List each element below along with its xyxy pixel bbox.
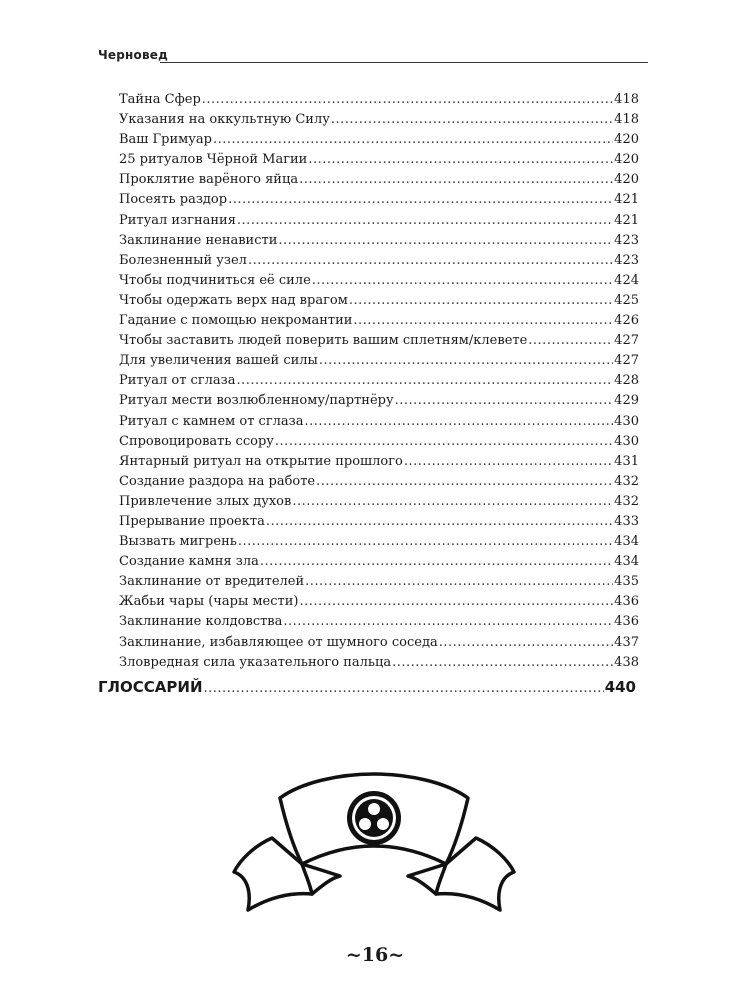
toc-entry[interactable] xyxy=(119,572,639,592)
toc-entry-title: Ритуал мести возлюбленному/партнёру xyxy=(119,393,394,409)
toc-entry[interactable] xyxy=(119,251,639,271)
leader-dots xyxy=(283,612,613,632)
toc-entry-page: 428 xyxy=(614,373,639,389)
leader-dots xyxy=(238,532,613,552)
toc-entry-title: Ваш Гримуар xyxy=(119,132,212,148)
toc-entry-page: 423 xyxy=(614,252,639,268)
toc-entry-title: Болезненный узел xyxy=(119,252,247,268)
toc-entry-page: 436 xyxy=(614,614,639,630)
toc-entry-title: Чтобы заставить людей поверить вашим сплетням/клевете xyxy=(119,333,528,349)
leader-dots xyxy=(308,150,613,170)
toc-entry-title: Чтобы подчиниться её силе xyxy=(119,272,311,288)
toc-entry-title: Привлечение злых духов xyxy=(119,493,292,509)
running-header-title: Черновед xyxy=(98,48,168,62)
toc-entry[interactable] xyxy=(119,472,639,492)
toc-entry-title: Янтарный ритуал на открытие прошлого xyxy=(119,453,403,469)
toc-entry-title: Прерывание проекта xyxy=(119,513,265,529)
leader-dots xyxy=(278,231,613,251)
leader-dots xyxy=(404,452,613,472)
toc-entry[interactable] xyxy=(119,452,639,472)
toc-entry[interactable] xyxy=(119,391,639,411)
leader-dots xyxy=(260,552,613,572)
leader-dots xyxy=(292,492,613,512)
toc-entry-title: Посеять раздор xyxy=(119,192,228,208)
toc-entry-title: Заклинание от вредителей xyxy=(119,574,305,590)
leader-dots xyxy=(202,90,613,110)
ribbon-emblem-icon xyxy=(232,768,516,928)
toc-entry-title: Жабьи чары (чары мести) xyxy=(119,594,299,610)
toc-entry-page: 425 xyxy=(614,292,639,308)
toc-entry-page: 418 xyxy=(614,92,639,107)
toc-entry-page: 433 xyxy=(614,513,639,529)
toc-entry[interactable] xyxy=(119,412,639,432)
leader-dots xyxy=(266,512,613,532)
toc-entry[interactable] xyxy=(119,150,639,170)
leader-dots xyxy=(312,271,613,291)
toc-entry-title: Ритуал изгнания xyxy=(119,212,236,228)
toc-entry-page: 427 xyxy=(614,333,639,349)
toc-entry-page: 421 xyxy=(614,212,639,228)
toc-entry-page: 436 xyxy=(614,594,639,610)
leader-dots xyxy=(353,311,613,331)
toc-entry-page: 420 xyxy=(614,172,639,188)
toc-entry-title: Создание камня зла xyxy=(119,554,259,570)
toc-entry-page: 437 xyxy=(614,634,639,650)
toc-entry-title: Указания на оккультную Силу xyxy=(119,112,330,128)
toc-entry[interactable] xyxy=(119,432,639,452)
leader-dots xyxy=(305,412,614,432)
leader-dots xyxy=(319,351,613,371)
toc-entry[interactable] xyxy=(119,170,639,190)
toc-entry-page: 440 xyxy=(604,678,636,696)
leader-dots xyxy=(275,432,613,452)
leader-dots xyxy=(299,170,613,190)
toc-entry-title: Заклинание колдовства xyxy=(119,614,283,630)
toc-entry-title: Для увеличения вашей силы xyxy=(119,353,318,369)
leader-dots xyxy=(248,251,613,271)
toc-entry-glossary[interactable] xyxy=(98,676,636,700)
leader-dots xyxy=(305,572,613,592)
toc-entry-title: Заклинание ненависти xyxy=(119,232,278,248)
toc-entry[interactable] xyxy=(119,612,639,632)
leader-dots xyxy=(299,592,613,612)
toc-entry[interactable] xyxy=(119,291,639,311)
toc-entry[interactable] xyxy=(119,371,639,391)
leader-dots xyxy=(528,331,613,351)
leader-dots xyxy=(349,291,613,311)
toc-entry-title: Тайна Сфер xyxy=(119,92,201,107)
toc-entry-title: ГЛОССАРИЙ xyxy=(98,678,203,696)
toc-entry-title: Чтобы одержать верх над врагом xyxy=(119,292,348,308)
toc-entry-page: 432 xyxy=(614,493,639,509)
toc-entry[interactable] xyxy=(119,512,639,532)
toc-entry[interactable] xyxy=(119,311,639,331)
toc-entry[interactable] xyxy=(119,110,639,130)
toc-entry-title: Спровоцировать ссору xyxy=(119,433,274,449)
toc-entry-page: 423 xyxy=(614,232,639,248)
toc-entry-title: Ритуал с камнем от сглаза xyxy=(119,413,304,429)
toc-entry[interactable] xyxy=(119,90,639,110)
toc-entry-title: Создание раздора на работе xyxy=(119,473,316,489)
toc-entry[interactable] xyxy=(119,552,639,572)
toc-entry-page: 431 xyxy=(614,453,639,469)
page-number: ~16~ xyxy=(345,944,405,966)
toc-entry[interactable] xyxy=(119,532,639,552)
toc-entry-page: 426 xyxy=(614,313,639,329)
toc-entry[interactable] xyxy=(119,190,639,210)
toc-entry-page: 424 xyxy=(614,272,639,288)
toc-entry-title: Заклинание, избавляющее от шумного соседа xyxy=(119,634,438,650)
leader-dots xyxy=(204,678,604,700)
leader-dots xyxy=(316,472,613,492)
leader-dots xyxy=(439,633,613,653)
toc-entry-title: Зловредная сила указательного пальца xyxy=(119,654,392,670)
toc-entry-page: 429 xyxy=(614,393,639,409)
toc-entry-page: 427 xyxy=(614,353,639,369)
toc-entry-page: 432 xyxy=(614,473,639,489)
header-rule xyxy=(160,62,648,63)
toc-entry-page: 434 xyxy=(614,534,639,550)
toc-entry[interactable] xyxy=(119,231,639,251)
toc-entry[interactable] xyxy=(119,351,639,371)
leader-dots xyxy=(331,110,613,130)
leader-dots xyxy=(392,653,613,673)
toc-entry-title: Проклятие варёного яйца xyxy=(119,172,299,188)
three-dots-badge xyxy=(347,791,401,845)
toc-entry[interactable] xyxy=(119,633,639,653)
toc-entry-page: 421 xyxy=(614,192,639,208)
leader-dots xyxy=(395,391,614,411)
toc-entry[interactable] xyxy=(119,653,639,673)
toc-entry[interactable] xyxy=(119,271,639,291)
toc-entry-title: Вызвать мигрень xyxy=(119,534,237,550)
toc-entry-title: 25 ритуалов Чёрной Магии xyxy=(119,152,308,168)
toc-entry-page: 418 xyxy=(614,112,639,128)
toc-entry-page: 434 xyxy=(614,554,639,570)
toc-entry-page: 435 xyxy=(614,574,639,590)
toc-entry-title: Гадание с помощью некромантии xyxy=(119,313,353,329)
leader-dots xyxy=(213,130,613,150)
leader-dots xyxy=(237,211,613,231)
toc-entry[interactable] xyxy=(119,331,639,351)
toc-entry-title: Ритуал от сглаза xyxy=(119,373,236,389)
toc-entry[interactable] xyxy=(119,592,639,612)
leader-dots xyxy=(237,371,614,391)
toc-entry[interactable] xyxy=(119,130,639,150)
toc-entry-page: 438 xyxy=(614,654,639,670)
leader-dots xyxy=(228,190,613,210)
toc-entry-page: 430 xyxy=(614,433,639,449)
toc-entry[interactable] xyxy=(119,211,639,231)
toc-entry[interactable] xyxy=(119,492,639,512)
table-of-contents xyxy=(119,90,639,673)
toc-entry-page: 430 xyxy=(614,413,639,429)
toc-entry-page: 420 xyxy=(614,152,639,168)
toc-entry-page: 420 xyxy=(614,132,639,148)
